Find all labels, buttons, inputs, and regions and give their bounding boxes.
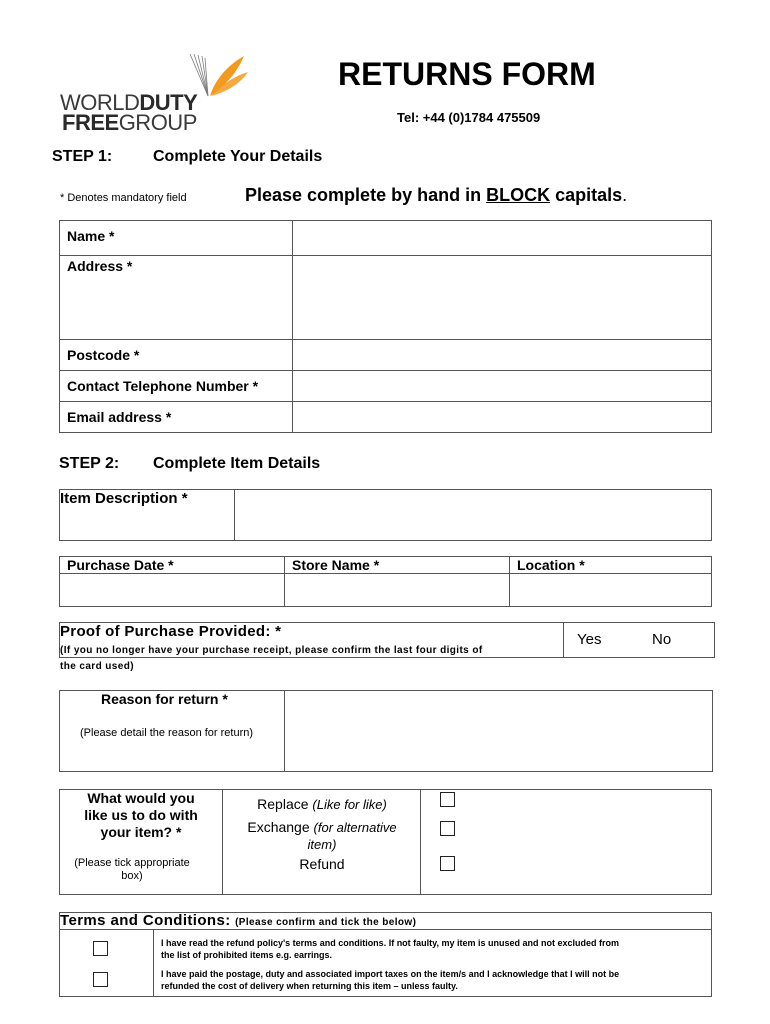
details-table [59, 220, 712, 433]
terms-refund-policy-line1: I have read the refund policy's terms and conditions. If not faulty, my item is unused and not excluded from [161, 938, 620, 948]
form-title: RETURNS FORM [338, 56, 596, 92]
terms-heading [60, 912, 416, 930]
telephone-number: Tel: +44 (0)1784 475509 [397, 110, 541, 125]
instruction-pre: Please complete by hand in [245, 185, 487, 205]
logo-world: WORLD [60, 90, 140, 115]
terms-refund-policy-line2: the list of prohibited items e.g. earrings. [161, 950, 333, 960]
purchase-date-label: Purchase Date * [67, 557, 174, 573]
no-option[interactable]: No [652, 631, 672, 648]
logo-group: GROUP [118, 110, 197, 135]
name-field[interactable] [293, 221, 712, 256]
yes-option[interactable]: Yes [577, 631, 602, 648]
exchange-checkbox[interactable] [440, 821, 455, 836]
name-label: Name * [67, 228, 115, 244]
replace-label: Replace [257, 796, 313, 812]
terms-postage-checkbox[interactable] [93, 972, 108, 987]
action-note-line1: (Please tick appropriate [74, 857, 190, 869]
terms-subtitle: (Please confirm and tick the below) [235, 917, 417, 928]
mandatory-note: * Denotes mandatory field [60, 192, 187, 204]
action-question-line2: like us to do with [84, 807, 198, 823]
terms-refund-policy-text [161, 937, 619, 961]
exchange-option-label [224, 819, 420, 853]
item-description-label: Item Description * [60, 490, 188, 507]
refund-checkbox[interactable] [440, 856, 455, 871]
step2-title: Complete Item Details [153, 455, 321, 472]
terms-refund-policy-checkbox[interactable] [93, 941, 108, 956]
email-field[interactable] [293, 402, 712, 433]
proof-title: Proof of Purchase Provided: * [60, 623, 282, 640]
instruction-dot: . [622, 185, 628, 205]
replace-note: (Like for like) [312, 797, 387, 812]
telephone-label: Contact Telephone Number * [67, 378, 259, 394]
reason-field[interactable] [286, 691, 712, 771]
proof-note-line1: (If you no longer have your purchase receipt, please confirm the last four digits of [60, 645, 483, 656]
step1-label: STEP 1: [52, 148, 113, 165]
postcode-field[interactable] [293, 340, 712, 371]
store-name-field[interactable] [285, 575, 508, 606]
logo-free: FREE [62, 110, 119, 135]
proof-note-line2: the card used) [60, 661, 134, 672]
store-name-label: Store Name * [292, 557, 380, 573]
logo-duty: DUTY [139, 90, 198, 115]
reason-label: Reason for return * [101, 691, 228, 707]
item-description-field[interactable] [236, 490, 710, 540]
reason-note: (Please detail the reason for return) [80, 727, 254, 739]
terms-postage-text [161, 968, 619, 992]
exchange-note-line2: item) [307, 837, 337, 852]
instruction-block: BLOCK [486, 185, 551, 205]
replace-checkbox[interactable] [440, 792, 455, 807]
action-note [62, 857, 202, 883]
company-logo [60, 52, 250, 135]
address-field[interactable] [293, 256, 712, 340]
step2-label: STEP 2: [59, 455, 120, 472]
exchange-label: Exchange [247, 819, 314, 835]
action-question-line3: your item? * [100, 824, 182, 840]
action-note-line2: box) [121, 870, 143, 882]
telephone-field[interactable] [293, 371, 712, 402]
location-field[interactable] [510, 575, 711, 606]
block-capitals-instruction [245, 185, 627, 206]
location-label: Location * [517, 557, 585, 573]
terms-title: Terms and Conditions: [60, 912, 231, 929]
step1-title: Complete Your Details [153, 148, 323, 165]
action-question [62, 790, 220, 841]
replace-option-label [224, 796, 420, 812]
purchase-date-field[interactable] [60, 575, 283, 606]
instruction-post: capitals [550, 185, 623, 205]
exchange-note-line1: (for alternative [313, 820, 397, 835]
refund-label: Refund [299, 856, 345, 872]
terms-postage-line2: refunded the cost of delivery when returning this item – unless faulty. [161, 981, 458, 991]
email-label: Email address * [67, 409, 172, 425]
address-label: Address * [67, 258, 133, 274]
action-question-line1: What would you [87, 790, 195, 806]
terms-postage-line1: I have paid the postage, duty and associated import taxes on the item/s and I acknowledge that I will not be [161, 969, 620, 979]
postcode-label: Postcode * [67, 347, 140, 363]
